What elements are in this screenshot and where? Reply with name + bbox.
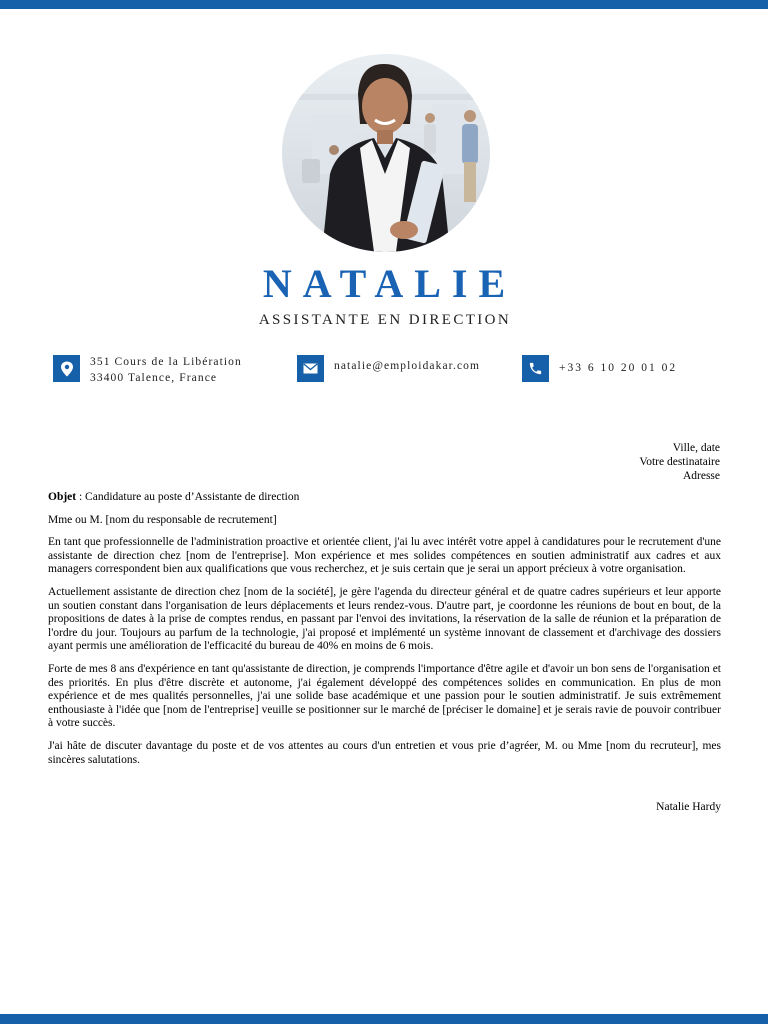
salutation: Mme ou M. [nom du responsable de recrutement] [48,513,277,526]
paragraph-2: Actuellement assistante de direction chez [nom de la société], je gère l'agenda du directeur général et de quatre cadres supérieurs et leur apporte un soutien constant dans l'organisation de leurs déplacements et leurs rendez-vous. D'autre part, je coordonne les réunions de bout en bout, de la propositions de dates à la prise de comptes rendus, en passant par l'envoi des invitations, la réservation de la salle de réunion et la préparation de l'ordre du jour. Toujours au parfum de la technologie, j'ai proposé et implémenté un système innovant de classement et d'archivage des dossiers ayant permis une amélioration de l'efficacité du bureau de 40% en moins de 6 mois. [48,585,721,653]
envelope-icon [297,355,324,382]
phone-number[interactable]: +33 6 10 20 01 02 [559,362,678,374]
profile-photo [282,54,490,252]
paragraph-3: Forte de mes 8 ans d'expérience en tant qu'assistante de direction, je comprends l'importance d'être agile et d'avoir un bon sens de l'organisation et des priorités. En plus d'être discrète et autonome, j'ai également développé des compétences solides en communication. En plus de mon expérience et de mes qualités personnelles, j'ai une solide base académique et une passion pour le soutien administratif. Je suis extrêmement enthousiaste à l'idée que [nom de l'entreprise] veuille se positionner sur le marché de [préciser le domaine] et je serais ravie de pouvoir contribuer à votre succès. [48,662,721,730]
map-pin-icon [53,355,80,382]
subject-label: Objet [48,491,77,503]
recipient-address: Adresse [682,470,720,482]
contact-phone [522,355,677,382]
profile-photo-image [282,54,490,252]
recipient-block [639,441,720,483]
top-accent-bar [0,0,768,9]
phone-icon [522,355,549,382]
recipient-name: Votre destinataire [639,456,720,468]
subject-line [48,491,721,505]
contact-email [297,355,480,382]
contact-address [53,355,242,386]
paragraph-4: J'ai hâte de discuter davantage du poste et de vos attentes au cours d'un entretien et vous prie d’agréer, M. ou Mme [nom du recruteur], mes sincères salutations. [48,739,721,766]
job-title: ASSISTANTE EN DIRECTION [258,312,512,328]
candidate-name: NATALIE [262,261,517,306]
subject-text: : Candidature au poste d’Assistante de direction [76,491,300,503]
signature: Natalie Hardy [656,801,721,813]
paragraph-1: En tant que professionnelle de l'administration proactive et orientée client, j'ai lu avec intérêt votre appel à candidatures pour le recrutement d'une assistante de direction chez [nom de l'entreprise]. Mon expérience et mes solides compétences en soutien administratif aux cadres et aux managers correspondent bien aux qualifications que vous recherchez, et je suis certain que je serai un apport précieux à votre organisation. [48,536,721,576]
address-line-2: 33400 Talence, France [90,371,218,384]
bottom-accent-bar [0,1014,768,1024]
address-line-1: 351 Cours de la Libération [90,356,242,368]
letter-body [48,491,721,776]
email-address[interactable]: natalie@emploidakar.com [334,360,481,372]
city-date: Ville, date [672,442,720,454]
